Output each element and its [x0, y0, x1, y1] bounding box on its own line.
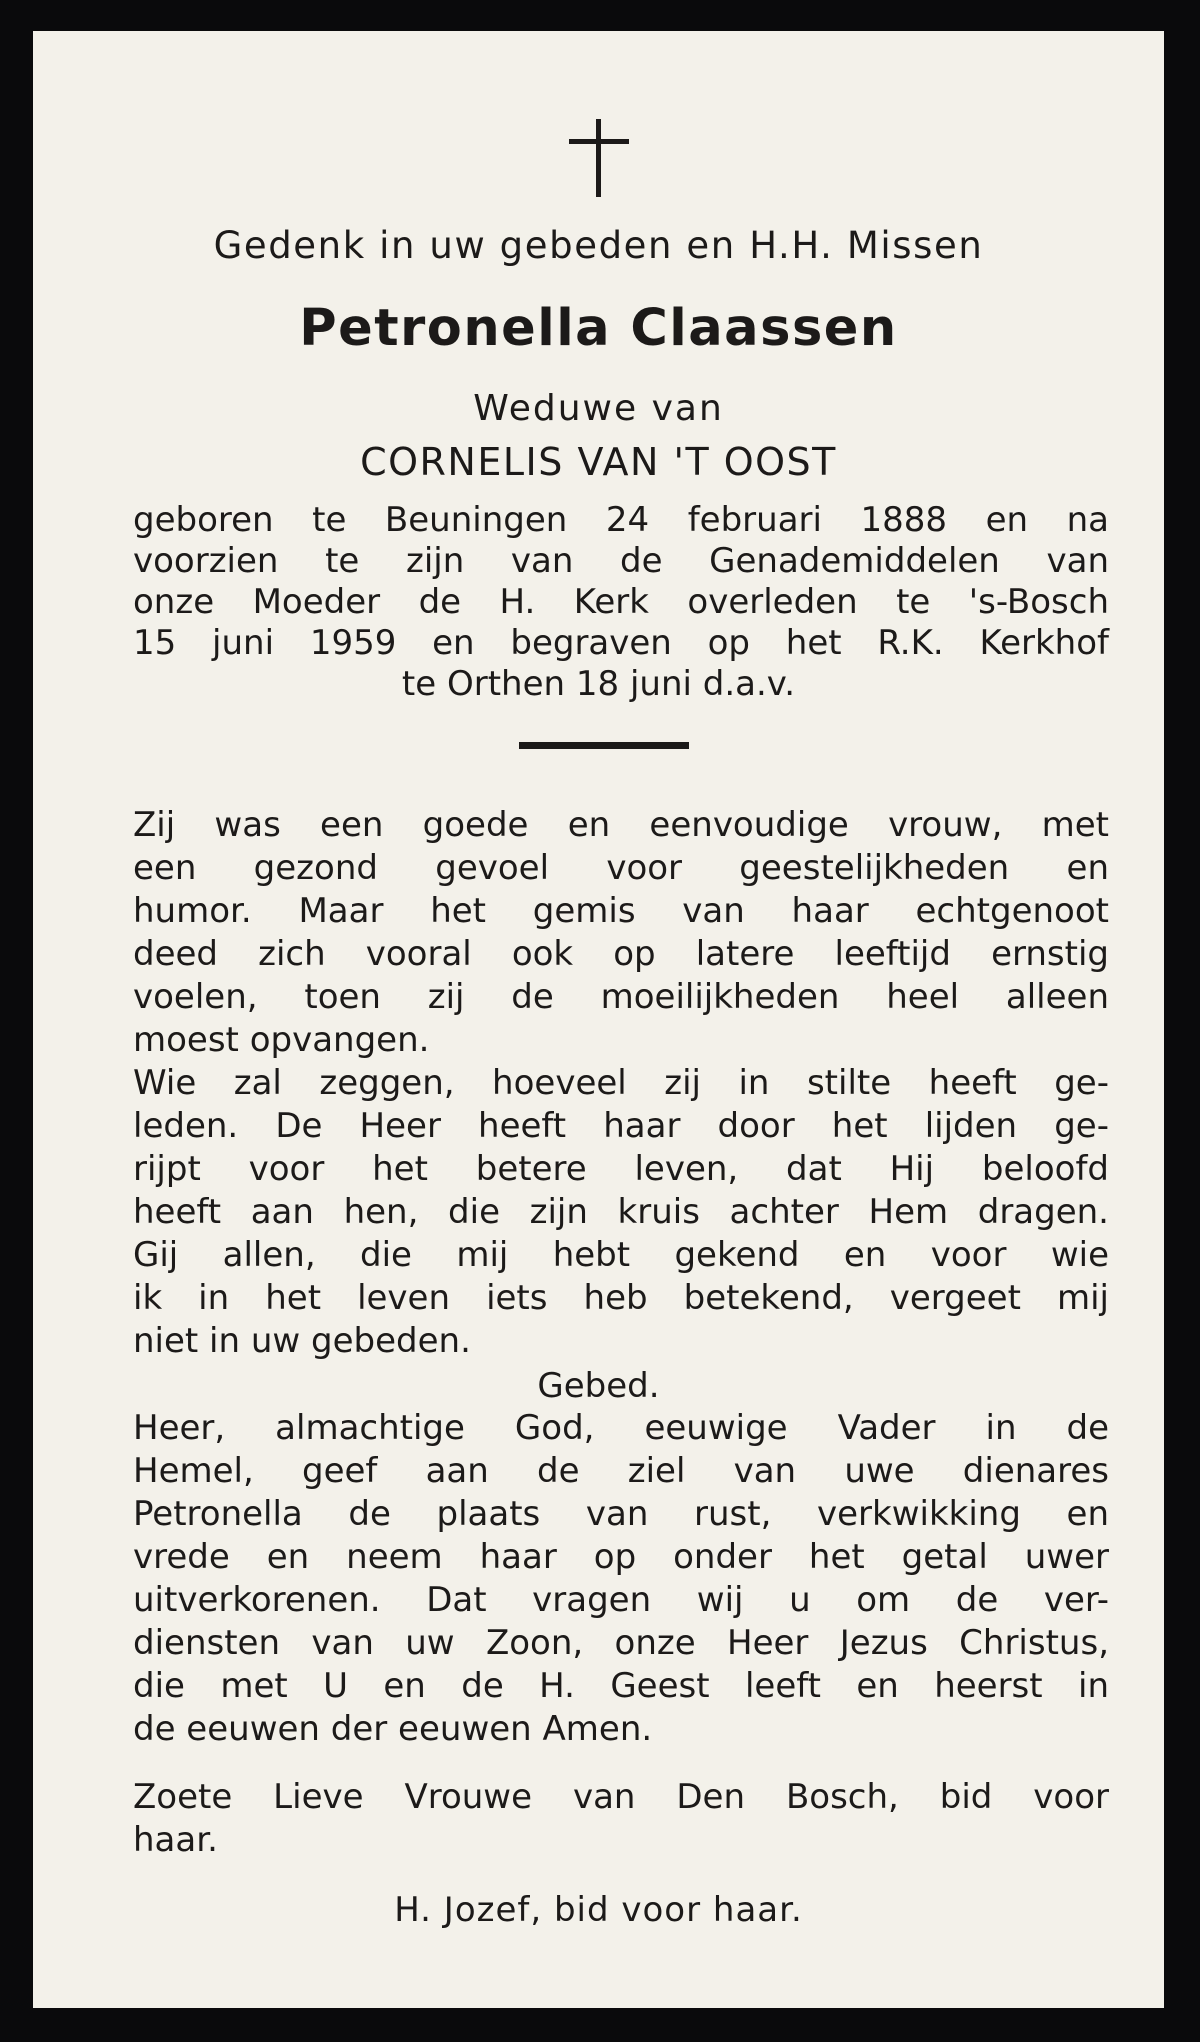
details-line-last: te Orthen 18 juni d.a.v. [401, 664, 796, 704]
details-line: 15 juni 1959 en begraven op het R.K. Kerkhof [133, 623, 1109, 663]
body-line: een gezond gevoel voor geestelijkheden en [133, 848, 1109, 888]
body-line: deed zich vooral ook op latere leeftijd ernstig [133, 934, 1109, 974]
divider [519, 742, 689, 749]
widow-of-label: Weduwe van [473, 388, 724, 429]
husband-name: CORNELIS VAN 'T OOST [360, 440, 837, 484]
body2-line: rijpt voor het betere leven, dat Hij beloofd [133, 1149, 1109, 1189]
invocation-line: Zoete Lieve Vrouwe van Den Bosch, bid voor [133, 1777, 1109, 1817]
prayer-line: vrede en neem haar op onder het getal uwer [133, 1537, 1109, 1577]
body2-line-last: niet in uw gebeden. [133, 1321, 471, 1361]
body2-line: heeft aan hen, die zijn kruis achter Hem dragen. [133, 1192, 1109, 1232]
prayer-title: Gebed. [537, 1366, 660, 1406]
details-line: voorzien te zijn van de Genademiddelen van [133, 541, 1109, 581]
body2-line: ik in het leven iets heb betekend, vergeet mij [133, 1278, 1109, 1318]
prayer-line: Hemel, geef aan de ziel van uwe dienares [133, 1451, 1109, 1491]
body2-line: leden. De Heer heeft haar door het lijden ge- [133, 1106, 1109, 1146]
body2-line: Gij allen, die mij hebt gekend en voor wie [133, 1235, 1109, 1275]
prayer-line: die met U en de H. Geest leeft en heerst in [133, 1666, 1109, 1706]
prayer-line-last: de eeuwen der eeuwen Amen. [133, 1709, 653, 1749]
prayer-line: Heer, almachtige God, eeuwige Vader in de [133, 1408, 1109, 1448]
deceased-name: Petronella Claassen [299, 299, 898, 358]
body-line-last: moest opvangen. [133, 1020, 430, 1060]
details-line: onze Moeder de H. Kerk overleden te 's-Bosch [133, 582, 1109, 622]
prayer-line: Petronella de plaats van rust, verkwikking en [133, 1494, 1109, 1534]
body-line: voelen, toen zij de moeilijkheden heel alleen [133, 977, 1109, 1017]
card-heading: Gedenk in uw gebeden en H.H. Missen [213, 224, 984, 267]
cross-icon [569, 119, 629, 199]
invocation-jozef: H. Jozef, bid voor haar. [394, 1890, 803, 1930]
prayer-line: uitverkorenen. Dat vragen wij u om de ver- [133, 1580, 1109, 1620]
details-line: geboren te Beuningen 24 februari 1888 en na [133, 500, 1109, 540]
body2-line: Wie zal zeggen, hoeveel zij in stilte heeft ge- [133, 1063, 1109, 1103]
invocation-line-last: haar. [133, 1820, 218, 1860]
body-line: humor. Maar het gemis van haar echtgenoot [133, 891, 1109, 931]
memorial-card [33, 31, 1164, 2008]
prayer-line: diensten van uw Zoon, onze Heer Jezus Christus, [133, 1623, 1109, 1663]
body-line: Zij was een goede en eenvoudige vrouw, met [133, 805, 1109, 845]
